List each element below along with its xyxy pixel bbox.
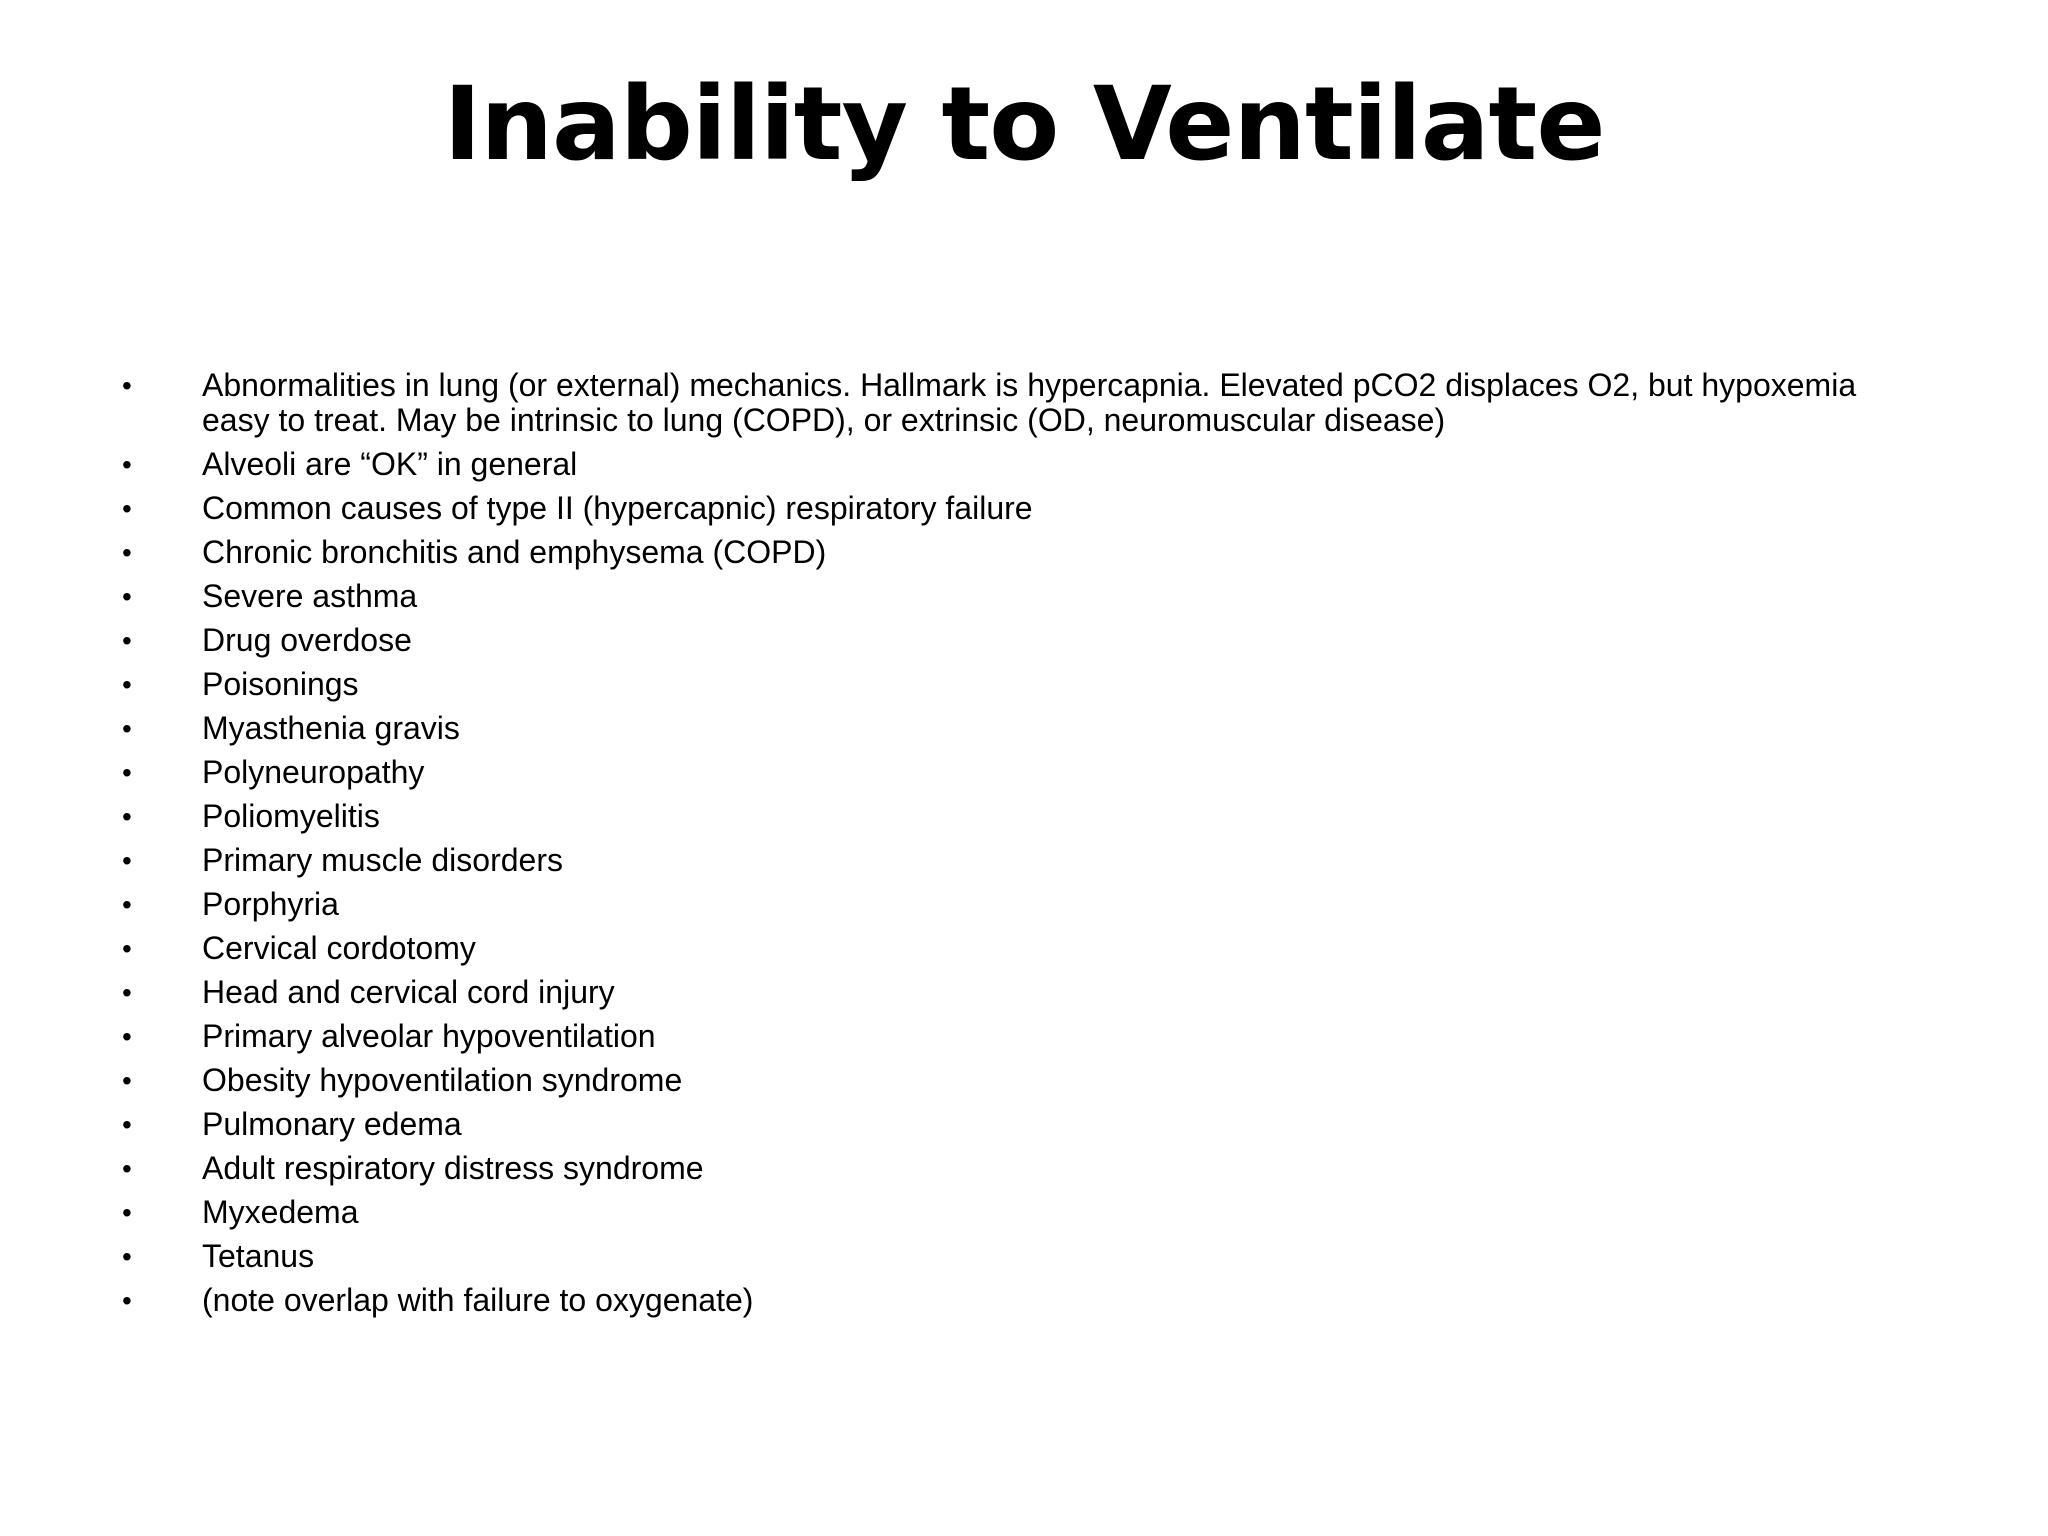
bullet-item [118, 1283, 1878, 1318]
bullet-text: Primary alveolar hypoventilation [202, 1018, 656, 1054]
bullet-item [118, 623, 1878, 658]
bullet-item [118, 1239, 1878, 1274]
bullet-icon: • [122, 1153, 132, 1184]
bullet-text: Porphyria [202, 886, 339, 922]
bullet-icon: • [122, 1285, 132, 1316]
bullet-icon: • [122, 713, 132, 744]
bullet-item [118, 368, 1878, 438]
bullet-text: Poisonings [202, 666, 359, 702]
bullet-icon: • [122, 625, 132, 656]
bullet-icon: • [122, 1241, 132, 1272]
bullet-icon: • [122, 669, 132, 700]
bullet-item [118, 975, 1878, 1010]
bullet-item [118, 1107, 1878, 1142]
bullet-text: Head and cervical cord injury [202, 974, 615, 1010]
bullet-text: Chronic bronchitis and emphysema (COPD) [202, 534, 827, 570]
bullet-text: Polyneuropathy [202, 754, 425, 790]
bullet-item [118, 843, 1878, 878]
bullet-text: Cervical cordotomy [202, 930, 476, 966]
bullet-item [118, 1019, 1878, 1054]
bullet-text: Myxedema [202, 1194, 359, 1230]
bullet-text: Tetanus [202, 1238, 315, 1274]
bullet-icon: • [122, 1021, 132, 1052]
bullet-item [118, 535, 1878, 570]
bullet-item [118, 711, 1878, 746]
bullet-icon: • [122, 845, 132, 876]
bullet-icon: • [122, 889, 132, 920]
bullet-item [118, 799, 1878, 834]
bullet-item [118, 447, 1878, 482]
bullet-item [118, 755, 1878, 790]
bullet-icon: • [122, 537, 132, 568]
bullet-icon: • [122, 1065, 132, 1096]
bullet-text: Alveoli are “OK” in general [202, 446, 578, 482]
bullet-icon: • [122, 977, 132, 1008]
bullet-item [118, 491, 1878, 526]
bullet-text: Drug overdose [202, 622, 412, 658]
bullet-text: Myasthenia gravis [202, 710, 460, 746]
bullet-icon: • [122, 493, 132, 524]
bullet-text: Primary muscle disorders [202, 842, 563, 878]
bullet-item [118, 1195, 1878, 1230]
bullet-item [118, 887, 1878, 922]
bullet-icon: • [122, 757, 132, 788]
bullet-icon: • [122, 1197, 132, 1228]
bullet-text: Common causes of type II (hypercapnic) respiratory failure [202, 490, 1033, 526]
bullet-text: Poliomyelitis [202, 798, 380, 834]
slide-title: Inability to Ventilate [443, 65, 1605, 184]
bullet-text: Severe asthma [202, 578, 418, 614]
bullet-item [118, 1063, 1878, 1098]
bullet-item [118, 931, 1878, 966]
bullet-icon: • [122, 370, 132, 401]
bullet-item [118, 667, 1878, 702]
bullet-text: (note overlap with failure to oxygenate) [202, 1282, 754, 1318]
bullet-icon: • [122, 801, 132, 832]
bullet-icon: • [122, 581, 132, 612]
bullet-item [118, 1151, 1878, 1186]
bullet-item [118, 579, 1878, 614]
bullet-text: Pulmonary edema [202, 1106, 462, 1142]
bullet-text: Adult respiratory distress syndrome [202, 1150, 704, 1186]
bullet-icon: • [122, 933, 132, 964]
bullet-icon: • [122, 449, 132, 480]
bullet-list [118, 368, 1878, 1327]
bullet-text: Abnormalities in lung (or external) mechanics. Hallmark is hypercapnia. Elevated pCO2 displaces O2, but hypoxemia easy to treat. May be intrinsic to lung (COPD), or extrinsic (OD, neuromuscular disease) [202, 367, 1857, 438]
bullet-icon: • [122, 1109, 132, 1140]
bullet-text: Obesity hypoventilation syndrome [202, 1062, 683, 1098]
